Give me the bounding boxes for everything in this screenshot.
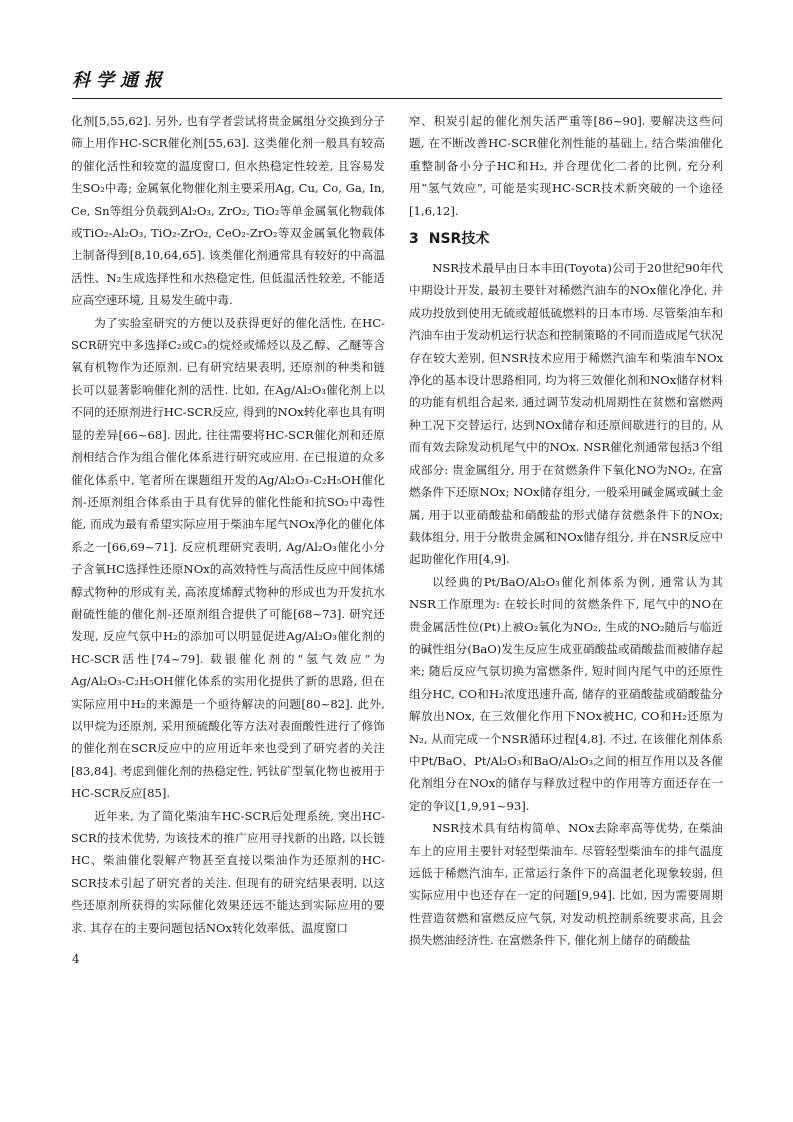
journal-title: 科学通报 — [72, 70, 168, 91]
section-title: NSR技术 — [428, 231, 490, 248]
header-rule — [72, 98, 722, 99]
left-column — [71, 110, 385, 962]
page-number: 4 — [72, 952, 80, 966]
paragraph: 为了实验室研究的方便以及获得更好的催化活性, 在HC-SCR研究中多选择C₂或C₃的烷烃或烯烃以及乙醇、乙醚等含氧有机物作为还原剂. 已有研究结果表明, 还原剂的种类和链长可以显著影响催化剂的活性. 比如, 在Ag/Al₂O₃催化剂上以不同的还原剂进行HC-SCR反应, 得到的NOx转化率也具有明显的差异[66~68]. 因此, 往往需要将HC-SCR催化剂和还原剂相结合作为组合催化体系进行研究或应用. 在已报道的众多催化体系中, 笔者所在课题组开发的Ag/Al₂O₃-C₂H₅OH催化剂-还原剂组合体系由于具有优异的催化性能和抗SO₂中毒性能, 而成为最有希望实际应用于柴油车尾气NOx净化的催化体系之一[66,69~71]. 反应机理研究表明, Ag/Al₂O₃催化小分子含氧HC选择性还原NOx的高效特性与高活性反应中间体烯醇式物种的形成有关, 高浓度烯醇式物种的形成也为开发抗水耐硫性能的催化剂-还原剂组合提供了可能[68~73]. 研究还发现, 反应气氛中H₂的添加可以明显促进Ag/Al₂O₃催化剂的HC-SCR活性[74~79]. 载银催化剂的“氢气效应”为Ag/Al₂O₃-C₂H₅OH催化体系的实用化提供了新的思路, 但在实际应用中H₂的来源是一个亟待解决的问题[80~82]. 此外, 以甲烷为还原剂, 采用预硫酸化等方法对表面酸性进行了修饰的催化剂在SCR反应中的应用近年来也受到了研究者的关注[83,84]. 考虑到催化剂的热稳定性, 钙钛矿型氧化物也被用于HC-SCR反应[85]. — [71, 315, 385, 801]
paragraph: NSR技术具有结构简单、NOx去除率高等优势, 在柴油车上的应用主要针对轻型柴油车. 尽管轻型柴油车的排气温度远低于稀燃汽油车, 正常运行条件下的高温老化现象较弱, 但实际应用中也还存在一定的问题[9,94]. 比如, 因为需要周期性营造贫燃和富燃反应气氛, 对发动机控制系统要求高, 且会损失燃油经济性. 在富燃条件下, 催化剂上储存的硝酸盐 — [409, 821, 723, 948]
section-number: 3 — [409, 231, 419, 248]
right-column — [409, 110, 723, 962]
paragraph: 窄、积炭引起的催化剂失活严重等[86~90]. 要解决这些问题, 在不断改善HC-SCR催化剂性能的基础上, 结合柴油催化重整制备小分子HC和H₂, 并合理优化二者的比例, 充分利用“氢气效应”, 可能是实现HC-SCR技术新突破的一个途径[1,6,12]. — [409, 114, 723, 218]
paragraph: 近年来, 为了简化柴油车HC-SCR后处理系统, 突出HC-SCR的技术优势, 为该技术的推广应用寻找新的出路, 以长链HC、柴油催化裂解产物甚至直接以柴油作为还原剂的HC-SCR技术引起了研究者的关注. 但现有的研究结果表明, 以这些还原剂所获得的实际催化效果还远不能达到实际应用的要求. 其存在的主要问题包括NOx转化效率低、温度窗口 — [71, 808, 385, 935]
paragraph: NSR技术最早由日本丰田(Toyota)公司于20世纪90年代中期设计开发, 最初主要针对稀燃汽油车的NOx催化净化, 并成功投放到使用无硫或超低硫燃料的日本市场. 尽管柴油车和汽油车由于发动机运行状态和控制策略的不同而造成尾气状况存在较大差别, 但NSR技术应用于稀燃汽油车和柴油车NOx净化的基本设计思路相同, 均为将三效催化剂和NOx储存材料的功能有机组合起来, 通过调节发动机周期性在贫燃和富燃两种工况下交替运行, 达到NOx储存和还原间歇进行的目的, 从而有效去除发动机尾气中的NOx. NSR催化剂通常包括3个组成部分: 贵金属组分, 用于在贫燃条件下氧化NO为NO₂, 在富燃条件下还原NOx; NOx储存组分, 一般采用碱金属或碱土金属, 用于以亚硝酸盐和硝酸盐的形式储存贫燃条件下的NOx; 载体组分, 用于分散贵金属和NOx储存组分, 并在NSR反应中起助催化作用[4,9]. — [409, 261, 723, 567]
paragraph: 以经典的Pt/BaO/Al₂O₃催化剂体系为例, 通常认为其NSR工作原理为: 在较长时间的贫燃条件下, 尾气中的NO在贵金属活性位(Pt)上被O₂氧化为NO₂, 生成的NO₂随后与临近的碱性组分(BaO)发生反应生成亚硝酸盐或硝酸盐而被储存起来; 随后反应气氛切换为富燃条件, 短时间内尾气中的还原性组分HC, CO和H₂浓度迅速升高, 储存的亚硝酸盐或硝酸盐分解放出NOx, 在三效催化作用下NOx被HC, CO和H₂还原为N₂, 从而完成一个NSR循环过程[4,8]. 不过, 在该催化剂体系中Pt/BaO、Pt/Al₂O₃和BaO/Al₂O₃之间的相互作用以及各催化剂组分在NOx的储存与释放过程中的作用等方面还存在一定的争议[1,9,91~93]. — [409, 574, 723, 813]
section-heading — [409, 227, 723, 251]
paragraph: 化剂[5,55,62]. 另外, 也有学者尝试将贵金属组分交换到分子筛上用作HC-SCR催化剂[55,63]. 这类催化剂一般具有较高的催化活性和较宽的温度窗口, 但水热稳定性较差, 且容易发生SO₂中毒; 金属氧化物催化剂主要采用Ag, Cu, Co, Ga, In, Ce, Sn等组分负载到Al₂O₃, ZrO₂, TiO₂等单金属氧化物载体或TiO₂-Al₂O₃, TiO₂-ZrO₂, CeO₂-ZrO₂等双金属氧化物载体上制备得到[8,10,64,65]. 该类催化剂通常具有较好的中高温活性、N₂生成选择性和水热稳定性, 但低温活性较差, 不能适应高空速环境, 且易发生硫中毒. — [71, 114, 385, 308]
